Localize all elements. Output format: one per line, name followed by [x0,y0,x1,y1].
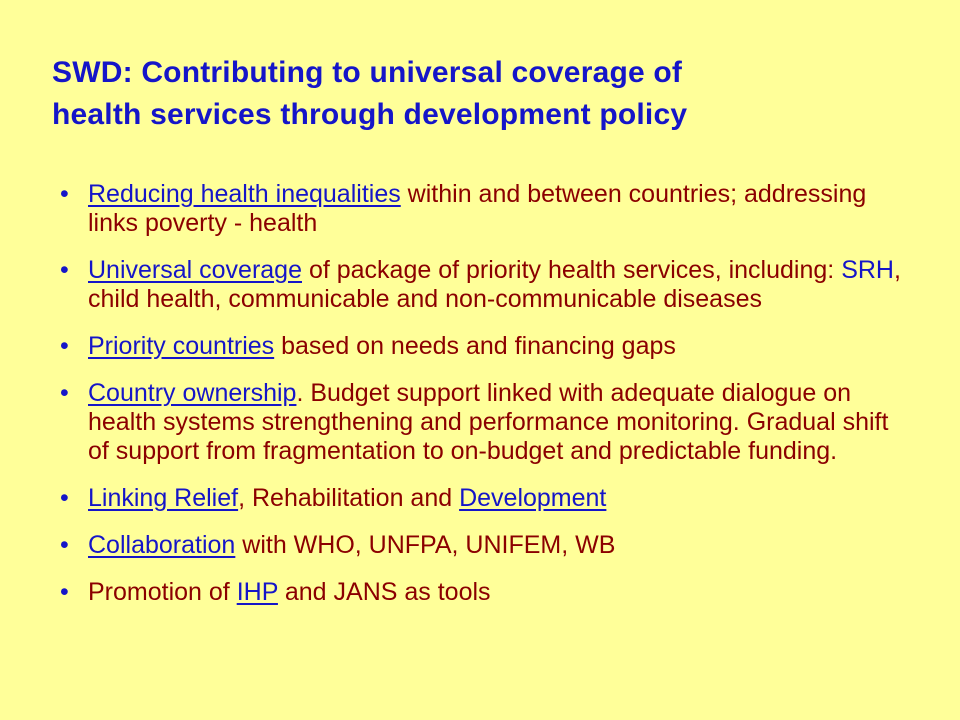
bullet-health-inequalities [60,180,910,238]
bullet-text: within and between countries; addressing links poverty - health [88,180,867,237]
link-linking-relief[interactable]: Linking Relief [88,484,239,512]
bullet-collaboration [60,531,910,560]
bullet-linking-relief [60,484,910,513]
bullet-text: , child health, communicable and non-communicable diseases [88,256,901,313]
bullet-text: with WHO, UNFPA, UNIFEM, WB [235,531,616,559]
link-country-ownership[interactable]: Country ownership [88,379,297,407]
bullet-text: , Rehabilitation and [238,484,460,512]
link-universal-coverage[interactable]: Universal coverage [88,256,302,284]
bullet-text: based on needs and financing gaps [274,332,676,360]
link-reducing-health-inequalities[interactable]: Reducing health inequalities [88,180,401,208]
bullet-text: and JANS as tools [277,578,491,606]
link-collaboration[interactable]: Collaboration [88,531,236,559]
bullet-list [60,180,910,625]
slide-title-line-2: health services through development policy [52,98,688,131]
slide-title [52,52,912,136]
link-development[interactable]: Development [459,484,607,512]
link-priority-countries[interactable]: Priority countries [88,332,275,360]
bullet-promotion-ihp [60,578,910,607]
bullet-priority-countries [60,332,910,361]
srh-term: SRH [841,256,894,284]
bullet-universal-coverage [60,256,910,314]
bullet-text: Promotion of [88,578,237,606]
bullet-text: . Budget support linked with adequate dialogue on health systems strengthening and performance monitoring. Gradual shift of support from fragmentation to on-budget and predictable funding. [88,379,889,465]
bullet-country-ownership [60,379,910,466]
slide-title-line-1: SWD: Contributing to universal coverage of [52,56,683,89]
link-ihp[interactable]: IHP [236,578,278,606]
bullet-text: of package of priority health services, including: [302,256,842,284]
